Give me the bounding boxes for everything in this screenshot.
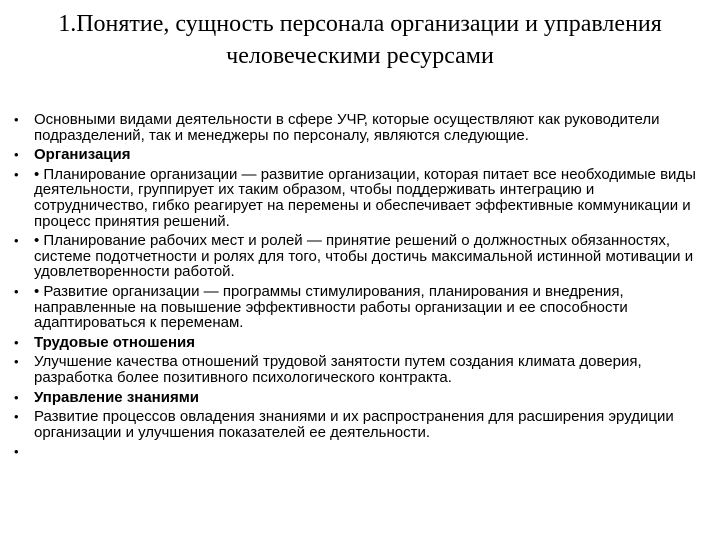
bullet-text: Основными видами деятельности в сфере УЧР, которые осуществляют как руководители подразделений, так и менеджеры по персоналу, являются следующие. — [34, 111, 660, 144]
bullet-icon: • — [14, 112, 19, 127]
bullet-icon: • — [14, 283, 19, 299]
bullet-item — [14, 167, 710, 229]
slide-title-line-2: человеческими ресурсами — [226, 43, 494, 69]
bullet-text — [34, 444, 710, 460]
bullet-icon: • — [14, 166, 19, 182]
bullet-text: Развитие процессов овладения знаниями и их распространения для расширения эрудиции организации и улучшения показателей ее деятельности. — [34, 408, 674, 441]
bullet-item — [14, 233, 710, 280]
bullet-text: Управление знаниями — [34, 388, 200, 406]
bullet-text: • Развитие организации — программы стимулирования, планирования и внедрения, направленные на повышение эффективности работы организации и ее способности адаптироваться к переменам. — [34, 282, 628, 332]
bullet-icon: • — [14, 409, 19, 425]
slide-title-line-1: 1.Понятие, сущность персонала организации и управления — [58, 11, 662, 37]
bullet-item — [14, 354, 710, 385]
bullet-icon: • — [14, 334, 19, 350]
bullet-item — [14, 390, 710, 406]
bullet-item — [14, 147, 710, 163]
bullet-icon: • — [14, 389, 19, 405]
bullet-icon: • — [14, 354, 19, 370]
bullet-text: • Планирование организации — развитие организации, которая питает все необходимые виды деятельности, группирует их таким образом, чтобы поддерживать интеграцию и сотрудничество, гибко реагирует на перемены и обеспечивает эффективные коммуникации и процесс принятия решений. — [34, 165, 696, 230]
bullet-item — [14, 112, 710, 143]
bullet-text: • Планирование рабочих мест и ролей — принятие решений о должностных обязанностях, системе подотчетности и ролях для того, чтобы достичь максимальной истинной мотивации и удовлетворенности работой. — [34, 232, 694, 281]
bullet-item — [14, 335, 710, 351]
bullet-item — [14, 409, 710, 440]
bullet-text: Трудовые отношения — [34, 333, 195, 351]
bullet-icon: • — [14, 233, 19, 249]
bullet-list — [14, 112, 710, 464]
bullet-icon: • — [14, 444, 19, 460]
bullet-text: Улучшение качества отношений трудовой занятости путем создания климата доверия, разработка более позитивного психологического контракта. — [34, 353, 642, 386]
bullet-icon: • — [14, 147, 19, 163]
bullet-item — [14, 284, 710, 331]
slide-title — [0, 8, 720, 72]
bullet-item — [14, 444, 710, 460]
bullet-text: Организация — [34, 146, 131, 164]
